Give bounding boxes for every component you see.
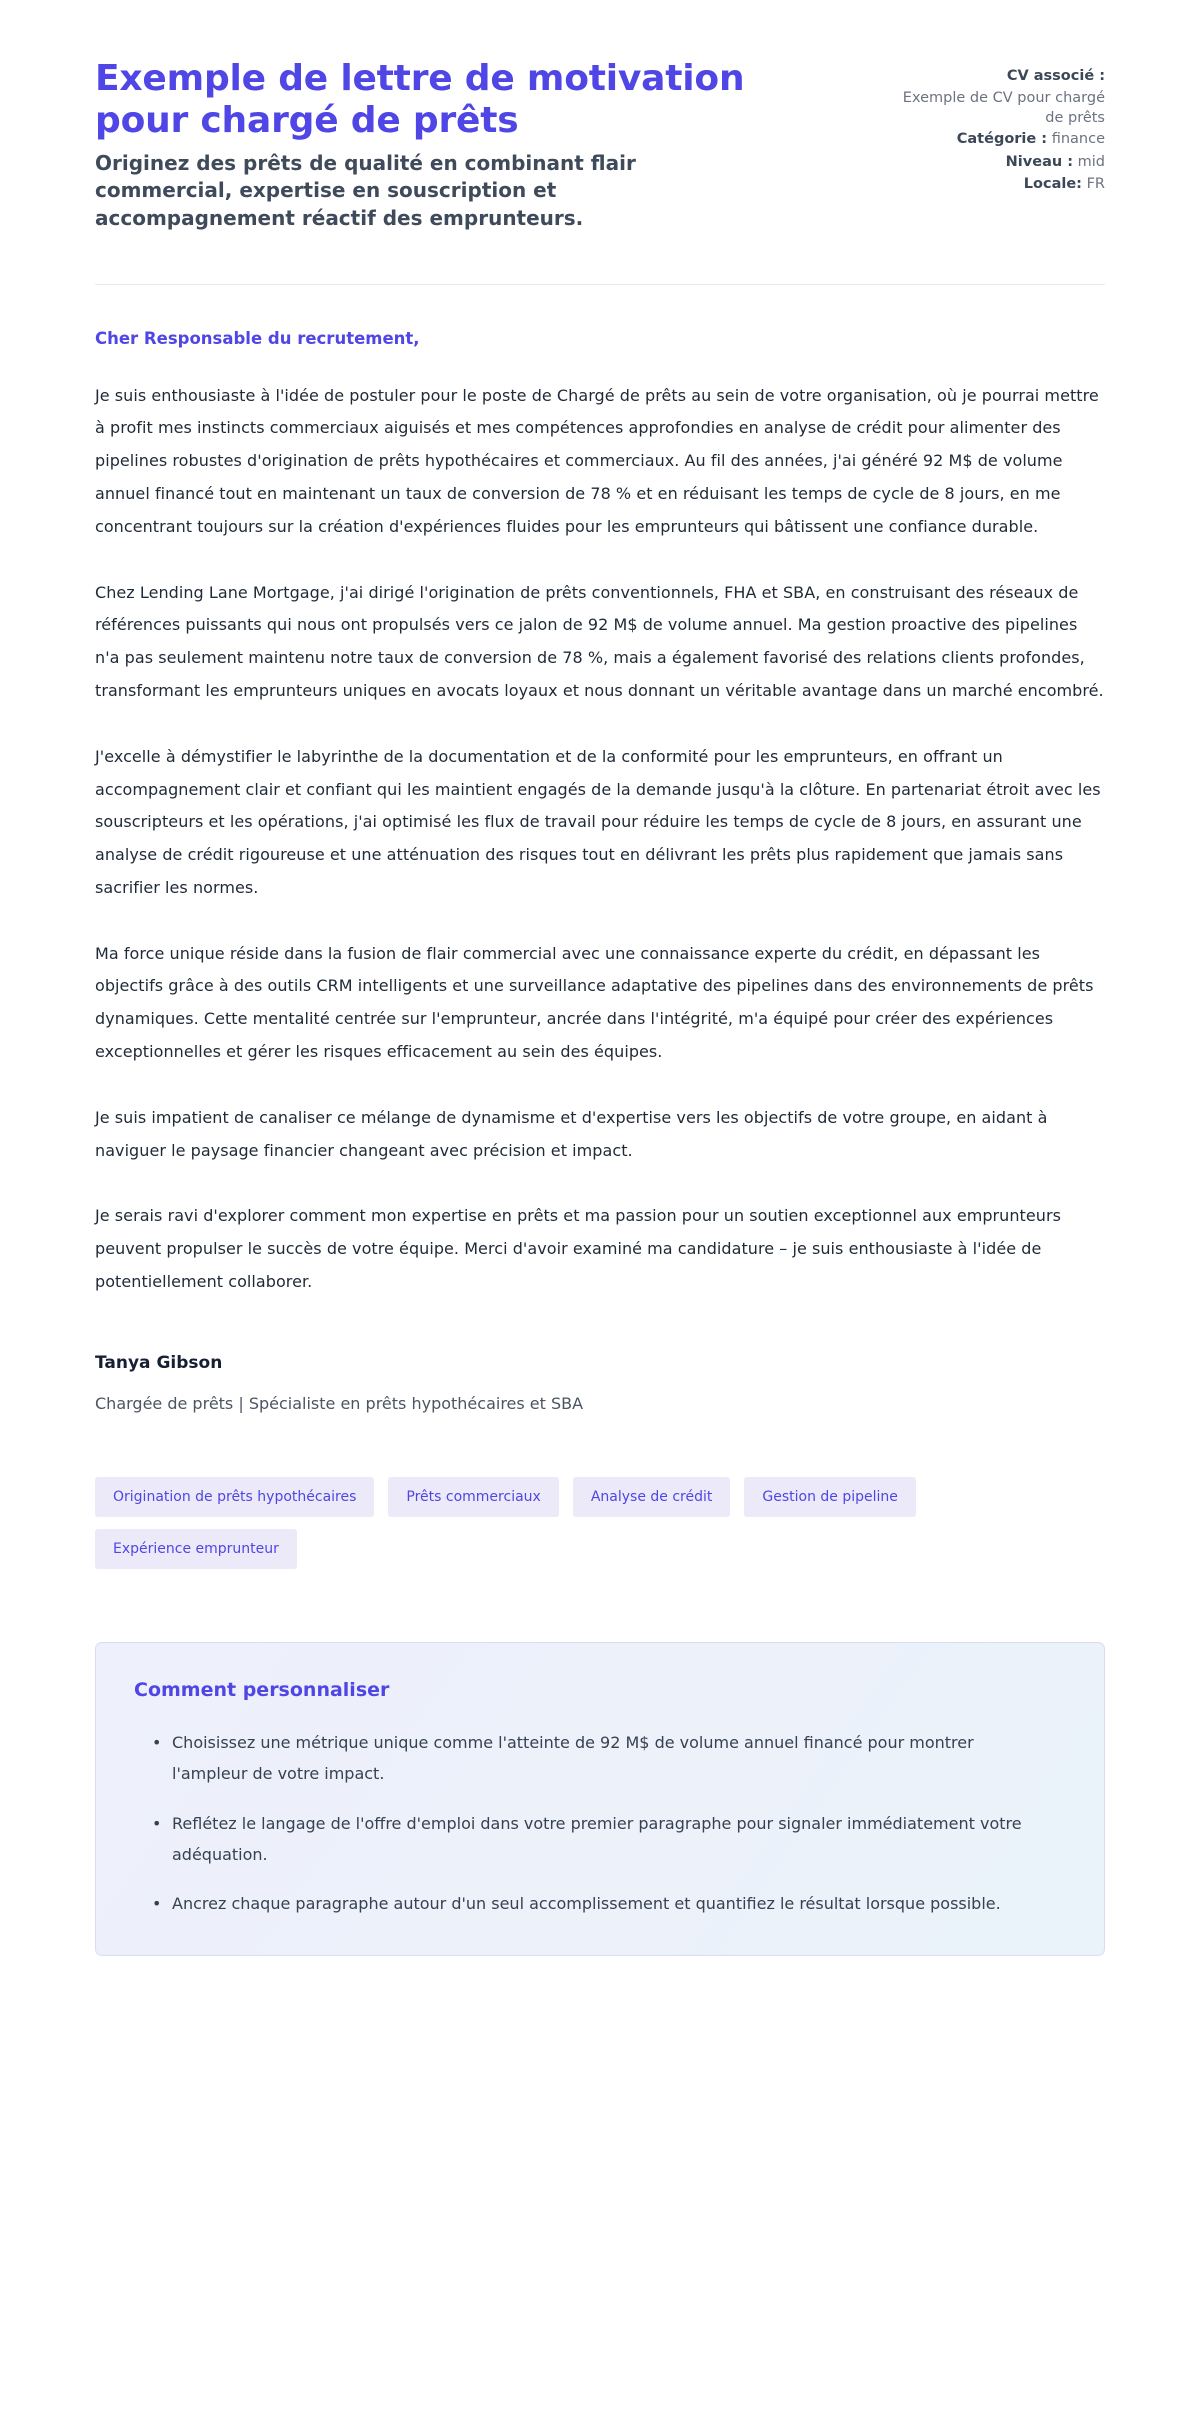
- skill-tag[interactable]: Gestion de pipeline: [744, 1477, 916, 1517]
- document-metadata: [890, 58, 1105, 197]
- page-title: Exemple de lettre de motivation pour chargé de prêts: [95, 58, 745, 142]
- tips-list: [134, 1727, 1066, 1919]
- meta-locale-label: Locale:: [1023, 176, 1082, 193]
- letter-paragraph: Chez Lending Lane Mortgage, j'ai dirigé l'origination de prêts conventionnels, FHA et SBA, en construisant des réseaux de références puissants qui nous ont propulsés vers ce jalon de 92 M$ de volume annuel. Ma gestion proactive des pipelines n'a pas seulement maintenu notre taux de conversion de 78 %, mais a également favorisé des relations clients profondes, transformant les emprunteurs uniques en avocats loyaux et nous donnant un véritable avantage dans un marché encombré.: [95, 582, 1104, 700]
- signer-role: Chargée de prêts | Spécialiste en prêts hypothécaires et SBA: [95, 1394, 584, 1414]
- letter-paragraph: Je suis impatient de canaliser ce mélange de dynamisme et d'expertise vers les objectifs de votre groupe, en aidant à naviguer le paysage financier changeant avec précision et impact.: [95, 1107, 1048, 1160]
- meta-level-value: mid: [1077, 153, 1105, 170]
- header-title-group: [95, 58, 830, 232]
- customization-tips-card: [95, 1642, 1105, 1957]
- meta-level: [890, 152, 1105, 174]
- meta-associated-cv-value: Exemple de CV pour chargé de prêts: [902, 89, 1105, 127]
- tip-item: • Ancrez chaque paragraphe autour d'un seul accomplissement et quantifiez le résultat lorsque possible.: [156, 1888, 1036, 1919]
- letter-paragraph: J'excelle à démystifier le labyrinthe de la documentation et de la conformité pour les emprunteurs, en offrant un accompagnement clair et confiant qui les maintient engagés de la demande jusqu'à la clôture. En partenariat étroit avec les souscripteurs et les opérations, j'ai optimisé les flux de travail pour réduire les temps de cycle de 8 jours, en assurant une analyse de crédit rigoureuse et une atténuation des risques tout en délivrant les prêts plus rapidement que jamais sans sacrifier les normes.: [95, 746, 1101, 897]
- letter-paragraph: Je serais ravi d'explorer comment mon expertise en prêts et ma passion pour un soutien exceptionnel aux emprunteurs peuvent propulser le succès de votre équipe. Merci d'avoir examiné ma candidature – je suis enthousiaste à l'idée de potentiellement collaborer.: [95, 1206, 1061, 1292]
- cover-letter-body: [95, 285, 1105, 1299]
- letter-paragraph: Ma force unique réside dans la fusion de flair commercial avec une connaissance experte du crédit, en dépassant les objectifs grâce à des outils CRM intelligents et une surveillance adaptative des pipelines dans des environnements de prêts dynamiques. Cette mentalité centrée sur l'emprunteur, ancrée dans l'intégrité, m'a équipé pour créer des expériences exceptionnelles et gérer les risques efficacement au sein des équipes.: [95, 943, 1094, 1062]
- meta-category-label: Catégorie :: [956, 130, 1048, 147]
- skill-tag[interactable]: Expérience emprunteur: [95, 1529, 297, 1569]
- skill-tag[interactable]: Analyse de crédit: [573, 1477, 731, 1517]
- meta-associated-cv-label: CV associé :: [1006, 68, 1105, 84]
- meta-locale-value: FR: [1086, 176, 1105, 193]
- letter-paragraph: Je suis enthousiaste à l'idée de postuler pour le poste de Chargé de prêts au sein de votre organisation, où je pourrai mettre à profit mes instincts commerciaux aiguisés et mes compétences approfondies en analyse de crédit pour alimenter des pipelines robustes d'origination de prêts hypothécaires et commerciaux. Au fil des années, j'ai généré 92 M$ de volume annuel financé tout en maintenant un taux de conversion de 78 % et en réduisant les temps de cycle de 8 jours, en me concentrant toujours sur la création d'expériences fluides pour les emprunteurs qui bâtissent une confiance durable.: [95, 385, 1099, 536]
- signature-block: [95, 1332, 1105, 1417]
- page-header: [95, 40, 1105, 232]
- meta-category-value: finance: [1051, 130, 1105, 147]
- tip-item: • Choisissez une métrique unique comme l'atteinte de 92 M$ de volume annuel financé pour montrer l'ampleur de votre impact.: [156, 1727, 1036, 1789]
- skill-tag[interactable]: Origination de prêts hypothécaires: [95, 1477, 374, 1517]
- tips-title: Comment personnaliser: [134, 1678, 390, 1701]
- page-subtitle: Originez des prêts de qualité en combinant flair commercial, expertise en souscription et accompagnement réactif des emprunteurs.: [95, 151, 636, 230]
- meta-locale: [890, 174, 1105, 196]
- letter-salutation: Cher Responsable du recrutement,: [95, 328, 420, 348]
- signer-name: Tanya Gibson: [95, 1352, 223, 1373]
- tip-item: • Reflétez le langage de l'offre d'emploi dans votre premier paragraphe pour signaler immédiatement votre adéquation.: [156, 1808, 1036, 1870]
- skill-tag-list: [95, 1477, 1055, 1569]
- meta-level-label: Niveau :: [1005, 153, 1074, 170]
- meta-associated-cv: [890, 66, 1105, 129]
- skill-tag[interactable]: Prêts commerciaux: [388, 1477, 558, 1517]
- meta-category: [890, 129, 1105, 151]
